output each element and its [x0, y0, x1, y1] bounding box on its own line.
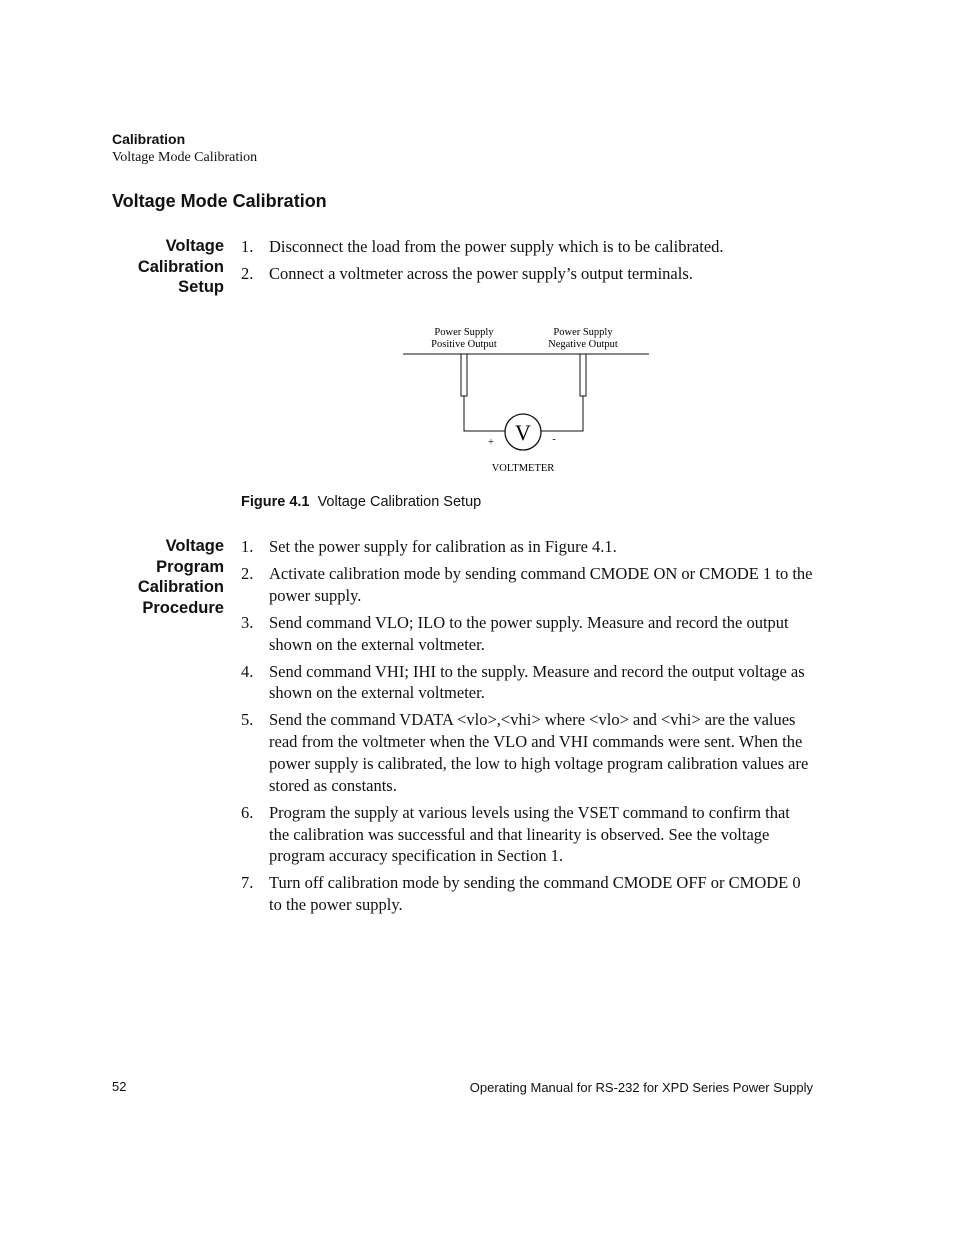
- procedure-steps-list: [241, 536, 813, 921]
- step-text: Send command VHI; IHI to the supply. Measure and record the output voltage as shown on the external voltmeter.: [269, 661, 805, 703]
- positive-output-label-line2: Positive Output: [431, 339, 497, 350]
- minus-sign: -: [552, 434, 556, 445]
- list-item: [241, 661, 813, 705]
- negative-lead-wire: [541, 396, 583, 431]
- side-heading-line: Setup: [178, 278, 224, 296]
- step-text: Activate calibration mode by sending command CMODE ON or CMODE 1 to the power supply.: [269, 563, 813, 605]
- step-number: 1.: [241, 237, 254, 256]
- voltmeter-label: VOLTMETER: [491, 463, 555, 474]
- positive-lead-wire: [464, 396, 505, 431]
- step-text: Set the power supply for calibration as in Figure 4.1.: [269, 537, 617, 556]
- list-item: [241, 536, 813, 558]
- list-item: [241, 236, 813, 258]
- voltmeter-v-glyph: V: [515, 420, 531, 445]
- step-number: 1.: [241, 537, 254, 556]
- figure-title: Voltage Calibration Setup: [317, 494, 482, 510]
- procedure-side-heading: [112, 536, 224, 618]
- setup-side-heading: [112, 236, 224, 298]
- step-text: Turn off calibration mode by sending the command CMODE OFF or CMODE 0 to the power supply.: [269, 873, 801, 915]
- negative-output-label-line2: Negative Output: [548, 339, 618, 350]
- figure-number: Figure 4.1: [241, 494, 310, 510]
- list-item: [241, 263, 813, 285]
- list-item: [241, 802, 813, 867]
- side-heading-line: Calibration: [137, 578, 224, 596]
- step-number: 5.: [241, 710, 254, 730]
- section-heading: Voltage Mode Calibration: [112, 191, 327, 211]
- positive-output-label-line1: Power Supply: [434, 327, 494, 338]
- list-item: [241, 612, 813, 656]
- manual-title: Operating Manual for RS-232 for XPD Series Power Supply: [469, 1080, 813, 1095]
- step-text: Send command VLO; ILO to the power supply. Measure and record the output shown on the external voltmeter.: [269, 612, 789, 654]
- step-text: Send the command VDATA <vlo>,<vhi> where <vlo> and <vhi> are the values read from the voltmeter when the VLO and VHI commands were sent. When the power supply is calibrated, the low to high voltage program calibration values are stored as constants.: [269, 710, 809, 795]
- list-item: [241, 872, 813, 916]
- list-item: [241, 563, 813, 607]
- step-number: 3.: [241, 612, 254, 632]
- side-heading-line: Program: [156, 557, 224, 576]
- step-text: Program the supply at various levels using the VSET command to confirm that the calibration was successful and that linearity is observed. See the voltage program accuracy specification in Section 1.: [269, 802, 790, 866]
- step-number: 6.: [241, 802, 254, 822]
- positive-terminal: [461, 354, 467, 396]
- plus-sign: +: [488, 437, 494, 448]
- negative-terminal: [580, 354, 586, 396]
- figure-caption: [241, 494, 481, 510]
- step-number: 4.: [241, 661, 254, 681]
- side-heading-line: Procedure: [142, 598, 224, 617]
- negative-output-label-line1: Power Supply: [553, 327, 613, 338]
- step-number: 2.: [241, 563, 254, 583]
- side-heading-line: Voltage: [165, 237, 224, 255]
- side-heading-line: Calibration: [137, 257, 224, 276]
- step-text: Disconnect the load from the power supply which is to be calibrated.: [269, 237, 724, 256]
- voltage-calibration-diagram: [390, 318, 660, 480]
- running-header-section: Voltage Mode Calibration: [112, 150, 258, 165]
- page-number: 52: [112, 1079, 127, 1094]
- setup-steps-list: [241, 236, 813, 290]
- step-number: 2.: [241, 263, 254, 283]
- step-text: Connect a voltmeter across the power supply’s output terminals.: [269, 263, 693, 283]
- step-number: 7.: [241, 873, 254, 893]
- side-heading-line: Voltage: [165, 537, 224, 555]
- list-item: [241, 709, 813, 796]
- running-header-chapter: Calibration: [112, 131, 186, 147]
